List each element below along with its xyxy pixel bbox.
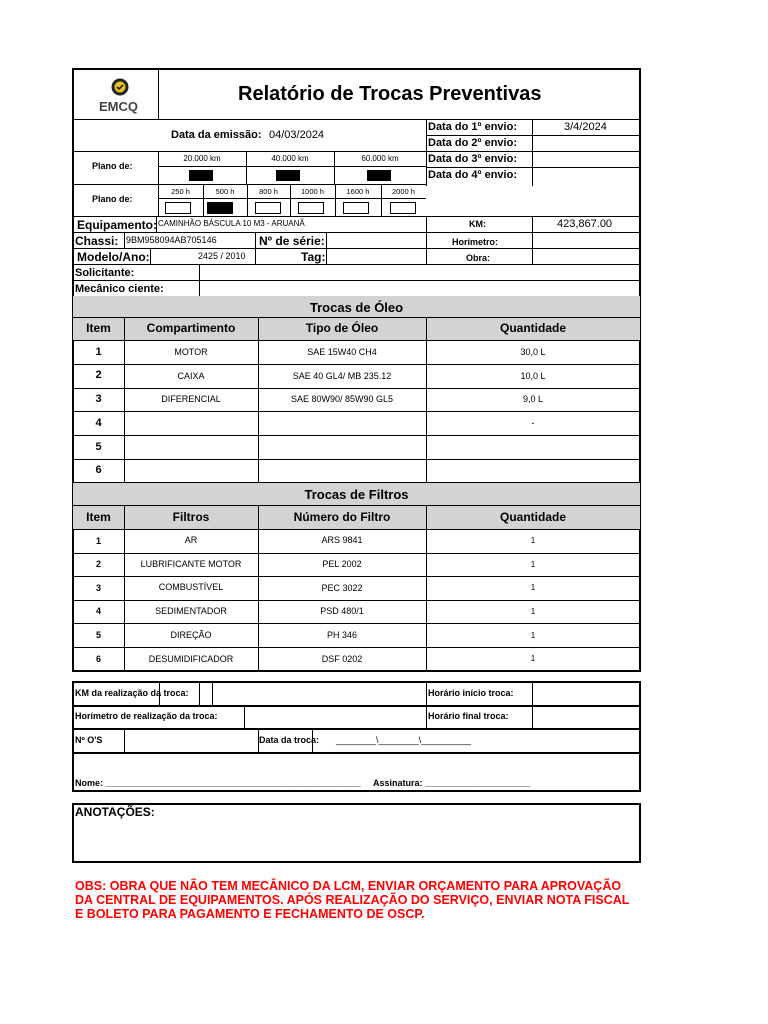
plano-h-option: 500 h [215, 187, 235, 196]
plano-km-checkbox-checked[interactable] [189, 170, 213, 181]
oleo-compartimento[interactable]: CAIXA [177, 371, 205, 381]
plano-h-checkbox[interactable] [165, 202, 191, 214]
km-value[interactable]: 423,867.00 [557, 218, 613, 230]
oleo-compartimento[interactable]: MOTOR [174, 347, 208, 357]
filtros-numero[interactable]: PH 346 [326, 630, 358, 640]
plano-h-option: 800 h [259, 187, 278, 196]
chassi-value[interactable]: 9BM958094AB705146 [126, 235, 217, 245]
oleo-quantidade[interactable]: 10,0 L [520, 371, 546, 381]
envio4-label: Data do 4º envio: [428, 169, 517, 181]
plano-h-checkbox[interactable] [255, 202, 281, 214]
plano-h-option: 1000 h [301, 187, 324, 196]
solicitante-label: Solicitante: [75, 267, 135, 279]
oleo-quantidade[interactable]: - [531, 418, 535, 428]
anotacoes-box[interactable] [72, 803, 641, 863]
oleo-item: 1 [95, 346, 102, 358]
oleo-tipo[interactable]: SAE 40 GL4/ MB 235.12 [292, 371, 392, 381]
chassi-label: Chassi: [75, 234, 119, 248]
filtros-item: 1 [95, 536, 101, 546]
nome-field[interactable]: Nome: ___________________________________________________ [75, 778, 361, 788]
oleo-item: 4 [95, 417, 102, 429]
filtros-quantidade[interactable]: 1 [530, 560, 536, 569]
plano-h-checkbox-checked[interactable] [207, 202, 233, 214]
envio2-label: Data do 2º envio: [428, 137, 517, 149]
emission-date-value: 04/03/2024 [269, 129, 325, 141]
envio1-label: Data do 1º envio: [428, 121, 517, 133]
anotacoes-label: ANOTAÇÕES: [75, 805, 155, 819]
filtros-col-header: Número do Filtro [293, 510, 391, 524]
filtros-col-header: Filtros [172, 510, 210, 524]
oleo-section-title: Trocas de Óleo [309, 300, 404, 315]
plano-h-checkbox[interactable] [390, 202, 416, 214]
km-realizacao-label: KM da realização da troca: [75, 688, 189, 698]
filtros-quantidade[interactable]: 1 [530, 631, 536, 640]
oleo-item: 3 [95, 393, 102, 405]
filtros-quantidade[interactable]: 1 [530, 607, 536, 616]
assinatura-field[interactable]: Assinatura: _____________________ [373, 778, 531, 788]
envio1-value[interactable]: 3/4/2024 [564, 121, 607, 133]
report-title: Relatório de Trocas Preventivas [238, 83, 542, 105]
filtros-nome[interactable]: SEDIMENTADOR [155, 606, 227, 616]
logo-mark-icon [95, 76, 145, 98]
envio3-label: Data do 3º envio: [428, 153, 517, 165]
oleo-col-header: Item [86, 321, 111, 335]
plano-km-option: 20.000 km [183, 154, 221, 163]
modelo-label: Modelo/Ano: [77, 250, 150, 264]
filtros-item: 5 [95, 630, 101, 640]
filtros-quantidade[interactable]: 1 [530, 583, 536, 592]
logo-text: EMCQ [99, 99, 138, 114]
os-label: Nº O'S [75, 735, 103, 745]
horimetro-label: Horímetro: [452, 237, 499, 247]
oleo-tipo[interactable]: SAE 80W90/ 85W90 GL5 [290, 394, 394, 404]
plano-h-option: 2000 h [392, 187, 415, 196]
emission-date-label: Data da emissão: [171, 129, 262, 141]
plano-h-option: 250 h [171, 187, 190, 196]
filtros-numero[interactable]: ARS 9841 [321, 535, 363, 545]
plano-km-checkbox-checked[interactable] [276, 170, 300, 181]
obra-label: Obra: [466, 253, 491, 263]
data-troca-field[interactable]: ________\________\__________ [336, 735, 472, 745]
obs-line: E BOLETO PARA PAGAMENTO E FECHAMENTO DE OSCP. [75, 907, 425, 921]
km-label: KM: [469, 219, 486, 229]
data-troca-label: Data da troca: [259, 735, 320, 745]
filtros-numero[interactable]: DSF 0202 [321, 654, 363, 664]
oleo-col-header: Tipo de Óleo [305, 321, 379, 335]
filtros-nome[interactable]: AR [184, 535, 198, 545]
oleo-col-header: Compartimento [146, 321, 236, 335]
oleo-item: 2 [95, 369, 102, 381]
plano-km-checkbox-checked[interactable] [367, 170, 391, 181]
filtros-nome[interactable]: DIREÇÃO [170, 630, 212, 640]
filtros-nome[interactable]: DESUMIDIFICADOR [148, 654, 234, 664]
plano-h-option: 1600 h [346, 187, 370, 196]
mecanico-label: Mecânico ciente: [75, 283, 164, 295]
plano-h-checkbox[interactable] [343, 202, 369, 214]
filtros-numero[interactable]: PSD 480/1 [320, 606, 364, 616]
horario-inicio-label: Horário início troca: [428, 688, 514, 698]
plano-h-label: Plano de: [92, 194, 133, 204]
oleo-compartimento[interactable]: DIFERENCIAL [161, 394, 221, 404]
plano-h-checkbox[interactable] [298, 202, 324, 214]
equipamento-label: Equipamento: [77, 218, 157, 232]
modelo-value[interactable]: 2425 / 2010 [198, 251, 246, 261]
filtros-item: 3 [95, 583, 101, 593]
filtros-item: 6 [95, 654, 101, 664]
filtros-numero[interactable]: PEC 3022 [321, 583, 363, 593]
filtros-nome[interactable]: COMBUSTÍVEL [158, 582, 224, 592]
filtros-numero[interactable]: PEL 2002 [322, 559, 362, 569]
filtros-item: 2 [95, 559, 101, 569]
horimetro-realizacao-label: Horímetro de realização da troca: [75, 711, 218, 721]
oleo-col-header: Quantidade [499, 321, 566, 335]
obs-line: OBS: OBRA QUE NÃO TEM MECÂNICO DA LCM, ENVIAR ORÇAMENTO PARA APROVAÇÃO [75, 879, 622, 893]
plano-km-option: 40.000 km [271, 154, 309, 163]
filtros-quantidade[interactable]: 1 [530, 654, 536, 663]
plano-km-label: Plano de: [92, 161, 133, 171]
filtros-col-header: Item [86, 510, 111, 524]
filtros-section-title: Trocas de Filtros [304, 487, 409, 502]
oleo-quantidade[interactable]: 30,0 L [520, 347, 546, 357]
filtros-quantidade[interactable]: 1 [530, 536, 536, 545]
tag-label: Tag: [301, 250, 326, 264]
filtros-item: 4 [95, 606, 101, 616]
plano-km-option: 60.000 km [361, 154, 399, 163]
obs-line: DA CENTRAL DE EQUIPAMENTOS. APÓS REALIZAÇÃO DO SERVIÇO, ENVIAR NOTA FISCAL [75, 893, 630, 907]
horario-final-label: Horário final troca: [428, 711, 509, 721]
equipamento-value[interactable]: CAMINHÃO BÁSCULA 10 M3 - ARUANÃ [158, 219, 305, 228]
oleo-item: 6 [95, 464, 102, 476]
company-logo [95, 76, 145, 116]
oleo-tipo[interactable]: SAE 15W40 CH4 [307, 347, 377, 357]
filtros-nome[interactable]: LUBRIFICANTE MOTOR [140, 559, 242, 569]
filtros-col-header: Quantidade [499, 510, 566, 524]
oleo-quantidade[interactable]: 9,0 L [522, 394, 544, 404]
oleo-item: 5 [95, 441, 102, 453]
serie-label: Nº de série: [259, 234, 325, 248]
